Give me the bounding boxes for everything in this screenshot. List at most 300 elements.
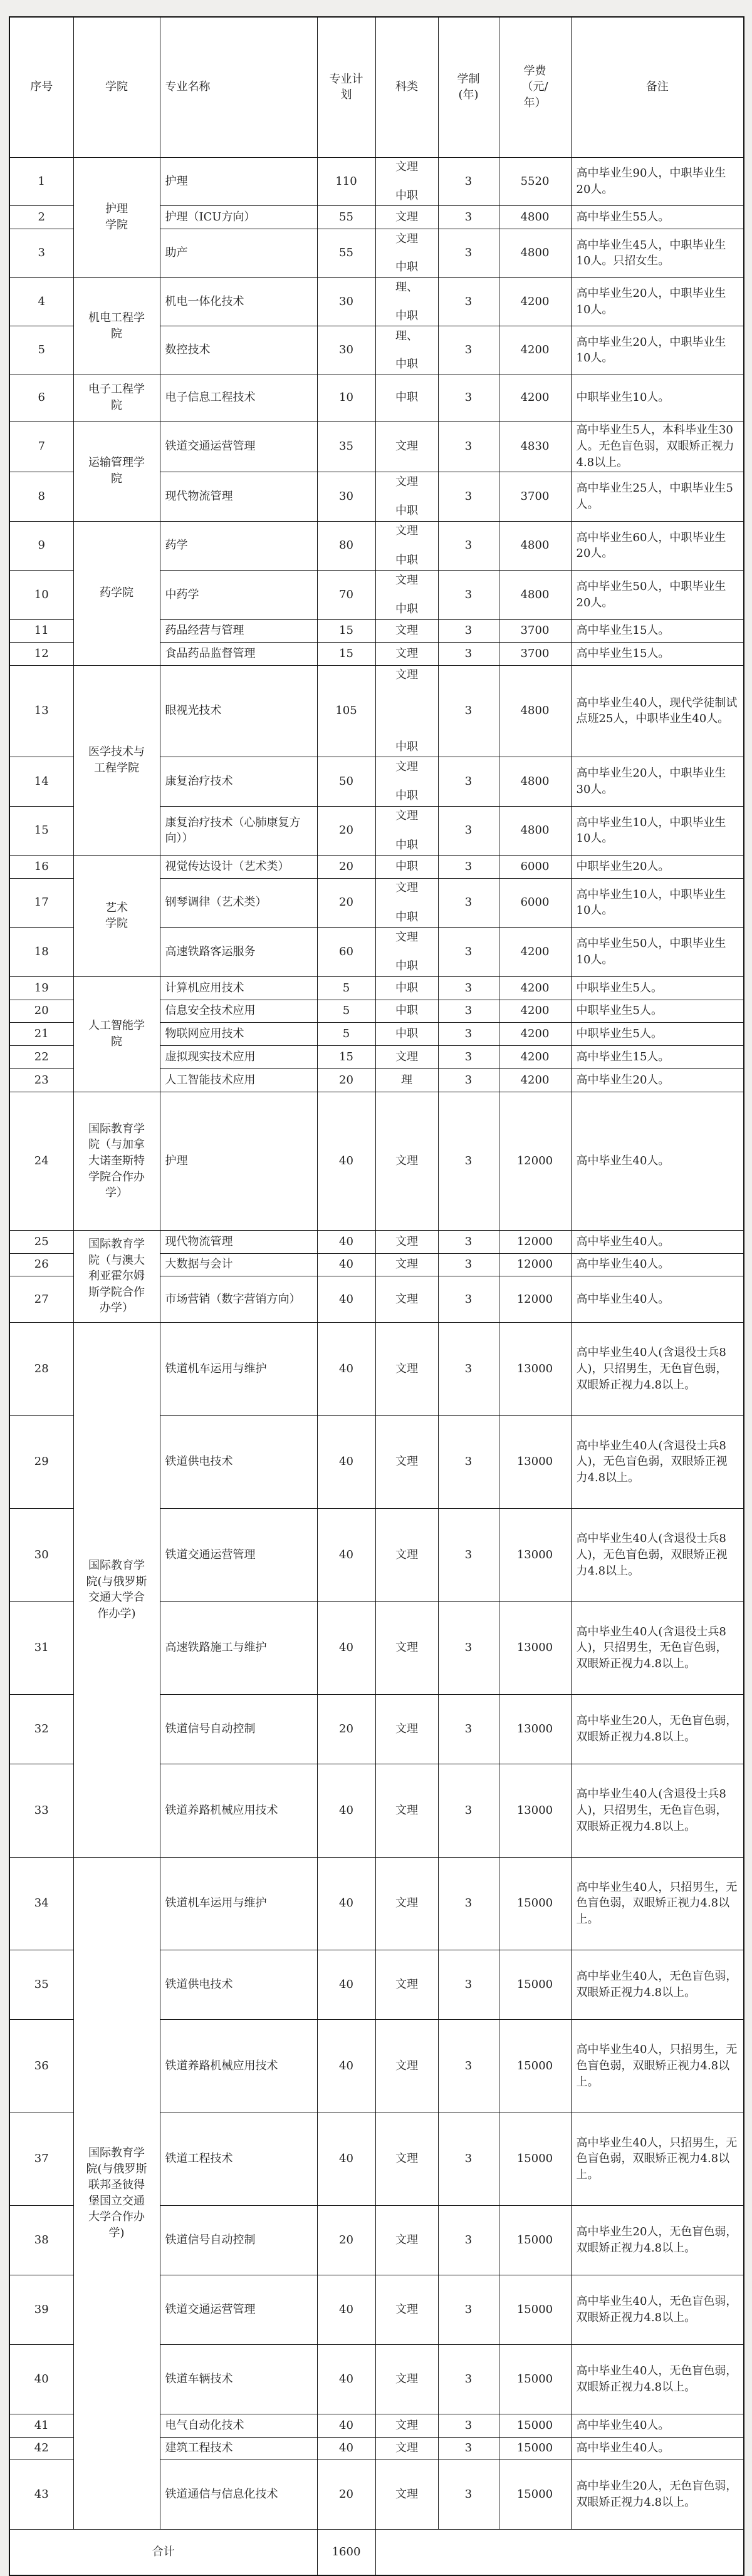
cell-seq: 22 — [9, 1046, 73, 1069]
cell-duration: 3 — [438, 2020, 499, 2113]
cell-plan: 40 — [317, 2437, 375, 2460]
cell-major: 铁道养路机械应用技术 — [160, 1764, 317, 1858]
cell-category — [375, 928, 438, 977]
college-name-line: 利亚霍尔姆 — [88, 1270, 145, 1283]
cell-category: 文理 — [375, 1601, 438, 1695]
cell-category: 文理 — [375, 1764, 438, 1858]
cell-duration: 3 — [438, 571, 499, 620]
cell-duration: 3 — [438, 229, 499, 278]
college-name-line: 学院 — [105, 219, 128, 232]
college-name-line: 院(与俄罗斯 — [86, 1575, 147, 1588]
cell-seq: 2 — [9, 206, 73, 229]
category-stack — [381, 759, 433, 805]
cell-seq: 10 — [9, 571, 73, 620]
cell-major: 铁道机车运用与维护 — [160, 1857, 317, 1950]
cell-category: 文理 — [375, 1092, 438, 1231]
category-stack — [381, 279, 433, 324]
cell-tuition: 4830 — [499, 421, 571, 472]
category-value: 理、 — [395, 329, 418, 343]
cell-seq: 4 — [9, 277, 73, 326]
cell-category: 文理 — [375, 1276, 438, 1323]
table-row — [9, 1323, 744, 1416]
cell-plan: 5 — [317, 976, 375, 1000]
cell-seq: 36 — [9, 2020, 73, 2113]
cell-plan: 50 — [317, 757, 375, 807]
cell-major: 铁道信号自动控制 — [160, 2206, 317, 2275]
cell-college — [73, 665, 160, 856]
cell-tuition: 12000 — [499, 1276, 571, 1323]
header-tuition-line: 学费 — [523, 64, 546, 78]
cell-category — [375, 326, 438, 375]
cell-plan: 70 — [317, 571, 375, 620]
category-value: 中职 — [395, 960, 418, 973]
cell-notes: 高中毕业生40人。 — [571, 1092, 744, 1231]
table-row — [9, 277, 744, 326]
cell-tuition: 4800 — [499, 521, 571, 571]
cell-tuition: 15000 — [499, 2206, 571, 2275]
cell-plan: 40 — [317, 1323, 375, 1416]
cell-major: 数控技术 — [160, 326, 317, 375]
cell-plan: 20 — [317, 2206, 375, 2275]
cell-plan: 30 — [317, 277, 375, 326]
cell-major: 建筑工程技术 — [160, 2437, 317, 2460]
cell-tuition: 15000 — [499, 2275, 571, 2345]
college-name-line: 学) — [108, 2226, 125, 2240]
college-name-line: 大诺奎斯特 — [88, 1154, 145, 1167]
cell-tuition: 13000 — [499, 1323, 571, 1416]
header-duration — [438, 17, 499, 157]
cell-duration: 3 — [438, 2113, 499, 2206]
cell-category: 文理 — [375, 2206, 438, 2275]
cell-college — [73, 277, 160, 375]
cell-category: 文理 — [375, 2275, 438, 2345]
cell-seq: 26 — [9, 1253, 73, 1276]
header-plan-line: 划 — [340, 88, 352, 102]
cell-category: 中职 — [375, 976, 438, 1000]
cell-category: 文理 — [375, 619, 438, 643]
cell-college — [73, 157, 160, 277]
cell-notes: 高中毕业生40人(含退役士兵8人)，无色盲色弱，双眼矫正视力4.8以上。 — [571, 1509, 744, 1602]
category-stack — [381, 572, 433, 618]
category-value: 理、 — [395, 281, 418, 294]
cell-category: 中职 — [375, 375, 438, 421]
cell-major: 铁道供电技术 — [160, 1950, 317, 2020]
cell-college — [73, 856, 160, 977]
cell-seq: 19 — [9, 976, 73, 1000]
cell-tuition: 4200 — [499, 928, 571, 977]
cell-category: 文理 — [375, 1231, 438, 1254]
college-name-line: 大学合作办 — [88, 2210, 145, 2224]
category-value: 中职 — [395, 358, 418, 371]
cell-major: 市场营销（数字营销方向） — [160, 1276, 317, 1323]
cell-major: 物联网应用技术 — [160, 1023, 317, 1046]
cell-tuition: 13000 — [499, 1415, 571, 1509]
cell-college — [73, 1092, 160, 1231]
cell-tuition: 4200 — [499, 1023, 571, 1046]
cell-category: 文理 — [375, 1415, 438, 1509]
table-row — [9, 521, 744, 571]
cell-seq: 42 — [9, 2437, 73, 2460]
cell-category: 文理 — [375, 206, 438, 229]
category-value: 文理 — [395, 668, 418, 681]
category-value: 中职 — [395, 504, 418, 518]
header-major: 专业名称 — [160, 17, 317, 157]
cell-tuition: 4200 — [499, 1046, 571, 1069]
header-plan — [317, 17, 375, 157]
cell-duration: 3 — [438, 157, 499, 206]
table-row — [9, 157, 744, 206]
cell-major: 铁道养路机械应用技术 — [160, 2020, 317, 2113]
cell-seq: 40 — [9, 2345, 73, 2414]
cell-plan: 40 — [317, 1231, 375, 1254]
cell-plan: 40 — [317, 1857, 375, 1950]
cell-seq: 32 — [9, 1695, 73, 1764]
cell-notes: 高中毕业生50人，中职毕业生20人。 — [571, 571, 744, 620]
cell-major: 食品药品监督管理 — [160, 643, 317, 666]
cell-notes: 高中毕业生20人，中职毕业生10人。 — [571, 277, 744, 326]
cell-notes: 高中毕业生40人。 — [571, 2437, 744, 2460]
cell-duration: 3 — [438, 1092, 499, 1231]
cell-tuition: 13000 — [499, 1509, 571, 1602]
cell-duration: 3 — [438, 2206, 499, 2275]
category-stack — [381, 667, 433, 755]
cell-seq: 43 — [9, 2460, 73, 2530]
cell-duration: 3 — [438, 757, 499, 807]
category-stack — [381, 808, 433, 854]
header-category: 科类 — [375, 17, 438, 157]
cell-college — [73, 521, 160, 665]
cell-notes: 中职毕业生10人。 — [571, 375, 744, 421]
cell-duration: 3 — [438, 1323, 499, 1416]
cell-major: 护理（ICU方向） — [160, 206, 317, 229]
cell-plan: 40 — [317, 1276, 375, 1323]
category-stack — [381, 523, 433, 569]
cell-tuition: 15000 — [499, 2414, 571, 2438]
cell-notes: 高中毕业生45人，中职毕业生10人。只招女生。 — [571, 229, 744, 278]
cell-tuition: 6000 — [499, 856, 571, 879]
cell-duration: 3 — [438, 277, 499, 326]
cell-plan: 40 — [317, 2275, 375, 2345]
table-row — [9, 421, 744, 472]
cell-category: 文理 — [375, 2460, 438, 2530]
category-value: 文理 — [395, 232, 418, 246]
cell-category: 文理 — [375, 1950, 438, 2020]
cell-duration: 3 — [438, 1023, 499, 1046]
cell-plan: 40 — [317, 1601, 375, 1695]
cell-notes: 高中毕业生40人。 — [571, 1231, 744, 1254]
college-name-line: 运输管理学 — [88, 456, 145, 470]
cell-tuition: 15000 — [499, 2345, 571, 2414]
cell-seq: 12 — [9, 643, 73, 666]
cell-major: 护理 — [160, 157, 317, 206]
cell-tuition: 4200 — [499, 375, 571, 421]
cell-college — [73, 375, 160, 421]
cell-category — [375, 277, 438, 326]
cell-duration: 3 — [438, 1046, 499, 1069]
cell-category — [375, 472, 438, 522]
cell-duration: 3 — [438, 421, 499, 472]
cell-category — [375, 229, 438, 278]
college-name-line: 作办学) — [97, 1606, 136, 1620]
cell-category: 文理 — [375, 643, 438, 666]
cell-notes: 高中毕业生15人。 — [571, 1046, 744, 1069]
cell-tuition: 15000 — [499, 2113, 571, 2206]
cell-seq: 39 — [9, 2275, 73, 2345]
college-name-line: 国际教育学 — [88, 2146, 145, 2160]
category-value: 中职 — [395, 789, 418, 803]
cell-notes: 中职毕业生5人。 — [571, 1023, 744, 1046]
cell-category: 中职 — [375, 856, 438, 879]
college-name-line: 国际教育学 — [88, 1559, 145, 1573]
cell-notes: 高中毕业生40人(含退役士兵8人)，只招男生，无色盲色弱，双眼矫正视力4.8以上。 — [571, 1323, 744, 1416]
cell-duration: 3 — [438, 619, 499, 643]
cell-duration: 3 — [438, 1068, 499, 1092]
cell-duration: 3 — [438, 1764, 499, 1858]
cell-duration: 3 — [438, 326, 499, 375]
cell-seq: 24 — [9, 1092, 73, 1231]
cell-tuition: 15000 — [499, 2460, 571, 2530]
cell-notes: 高中毕业生40人，无色盲色弱，双眼矫正视力4.8以上。 — [571, 2345, 744, 2414]
cell-tuition: 15000 — [499, 2437, 571, 2460]
cell-major: 电子信息工程技术 — [160, 375, 317, 421]
cell-notes: 高中毕业生40人。 — [571, 1253, 744, 1276]
cell-tuition: 12000 — [499, 1231, 571, 1254]
cell-category: 文理 — [375, 1323, 438, 1416]
cell-tuition: 4800 — [499, 229, 571, 278]
header-duration-line: 学制 — [457, 72, 480, 86]
category-stack — [381, 159, 433, 204]
cell-plan: 60 — [317, 928, 375, 977]
cell-duration: 3 — [438, 2460, 499, 2530]
cell-seq: 28 — [9, 1323, 73, 1416]
college-name-line: 机电工程学 — [88, 311, 145, 324]
total-label: 合计 — [9, 2530, 317, 2576]
table-row — [9, 1092, 744, 1231]
cell-category: 文理 — [375, 1253, 438, 1276]
cell-plan: 30 — [317, 326, 375, 375]
cell-seq: 21 — [9, 1023, 73, 1046]
cell-seq: 9 — [9, 521, 73, 571]
category-value: 中职 — [395, 910, 418, 924]
category-value: 文理 — [395, 760, 418, 773]
category-value: 文理 — [395, 881, 418, 894]
cell-plan: 20 — [317, 878, 375, 928]
cell-major: 铁道工程技术 — [160, 2113, 317, 2206]
cell-college — [73, 976, 160, 1092]
college-name-line: 院 — [111, 472, 122, 485]
cell-major: 铁道供电技术 — [160, 1415, 317, 1509]
cell-tuition: 13000 — [499, 1601, 571, 1695]
college-name-line: 斯学院合作 — [88, 1285, 145, 1299]
cell-seq: 30 — [9, 1509, 73, 1602]
cell-major: 虚拟现实技术应用 — [160, 1046, 317, 1069]
cell-category: 文理 — [375, 2414, 438, 2438]
cell-tuition: 15000 — [499, 2020, 571, 2113]
cell-duration: 3 — [438, 1276, 499, 1323]
cell-seq: 17 — [9, 878, 73, 928]
cell-tuition: 4200 — [499, 326, 571, 375]
cell-category: 理 — [375, 1068, 438, 1092]
cell-notes: 高中毕业生25人，中职毕业生5人。 — [571, 472, 744, 522]
cell-tuition: 5520 — [499, 157, 571, 206]
cell-seq: 20 — [9, 1000, 73, 1023]
cell-major: 机电一体化技术 — [160, 277, 317, 326]
category-value: 文理 — [395, 524, 418, 537]
cell-tuition: 4800 — [499, 571, 571, 620]
cell-seq: 13 — [9, 665, 73, 757]
cell-seq: 18 — [9, 928, 73, 977]
cell-plan: 40 — [317, 1253, 375, 1276]
category-value: 中职 — [395, 740, 418, 753]
category-stack — [381, 328, 433, 373]
cell-plan: 20 — [317, 1695, 375, 1764]
cell-major: 康复治疗技术（心肺康复方向）） — [160, 806, 317, 856]
cell-tuition: 4800 — [499, 665, 571, 757]
cell-category: 文理 — [375, 1695, 438, 1764]
cell-category: 文理 — [375, 1046, 438, 1069]
total-empty — [375, 2530, 744, 2576]
cell-tuition: 6000 — [499, 878, 571, 928]
college-name-line: 学院合作办 — [88, 1170, 145, 1184]
cell-notes: 高中毕业生20人。 — [571, 1068, 744, 1092]
cell-plan: 40 — [317, 2414, 375, 2438]
cell-notes: 高中毕业生40人，现代学徒制试点班25人，中职毕业生40人。 — [571, 665, 744, 757]
cell-college — [73, 1323, 160, 1858]
cell-plan: 15 — [317, 619, 375, 643]
category-value: 中职 — [395, 309, 418, 323]
cell-major: 铁道交通运营管理 — [160, 1509, 317, 1602]
cell-notes: 高中毕业生40人，无色盲色弱，双眼矫正视力4.8以上。 — [571, 2275, 744, 2345]
cell-tuition: 4200 — [499, 277, 571, 326]
cell-duration: 3 — [438, 806, 499, 856]
table-row — [9, 856, 744, 879]
cell-major: 铁道车辆技术 — [160, 2345, 317, 2414]
cell-major: 钢琴调律（艺术类） — [160, 878, 317, 928]
cell-notes: 高中毕业生20人，无色盲色弱，双眼矫正视力4.8以上。 — [571, 1695, 744, 1764]
header-college: 学院 — [73, 17, 160, 157]
cell-major: 护理 — [160, 1092, 317, 1231]
college-name-line: 电子工程学 — [88, 383, 145, 396]
cell-plan: 110 — [317, 157, 375, 206]
cell-plan: 5 — [317, 1000, 375, 1023]
table-row — [9, 665, 744, 757]
college-name-line: 国际教育学 — [88, 1238, 145, 1251]
college-name-line: 院 — [111, 327, 122, 341]
cell-category — [375, 665, 438, 757]
cell-category: 文理 — [375, 2345, 438, 2414]
cell-seq: 14 — [9, 757, 73, 807]
header-tuition-line: 年） — [523, 96, 546, 110]
cell-duration: 3 — [438, 2414, 499, 2438]
enrollment-plan-table — [9, 16, 744, 2576]
header-plan-line: 专业计 — [329, 72, 363, 86]
cell-seq: 5 — [9, 326, 73, 375]
category-stack — [381, 231, 433, 276]
cell-notes: 高中毕业生10人，中职毕业生10人。 — [571, 878, 744, 928]
cell-tuition: 12000 — [499, 1092, 571, 1231]
cell-seq: 25 — [9, 1231, 73, 1254]
table-body — [9, 157, 744, 2530]
cell-major: 视觉传达设计（艺术类） — [160, 856, 317, 879]
cell-plan: 5 — [317, 1023, 375, 1046]
cell-notes: 高中毕业生40人(含退役士兵8人)，只招男生，无色盲色弱，双眼矫正视力4.8以上。 — [571, 1601, 744, 1695]
cell-duration: 3 — [438, 1695, 499, 1764]
cell-category: 文理 — [375, 1857, 438, 1950]
category-value: 文理 — [395, 475, 418, 489]
cell-category: 文理 — [375, 421, 438, 472]
cell-major: 现代物流管理 — [160, 472, 317, 522]
cell-seq: 31 — [9, 1601, 73, 1695]
college-name-line: 联邦圣彼得 — [88, 2178, 145, 2192]
cell-notes: 高中毕业生40人，无色盲色弱，双眼矫正视力4.8以上。 — [571, 1950, 744, 2020]
cell-category — [375, 806, 438, 856]
cell-duration: 3 — [438, 2275, 499, 2345]
cell-major: 计算机应用技术 — [160, 976, 317, 1000]
cell-tuition: 15000 — [499, 1857, 571, 1950]
cell-duration: 3 — [438, 2437, 499, 2460]
cell-notes: 高中毕业生40人，只招男生，无色盲色弱，双眼矫正视力4.8以上。 — [571, 2020, 744, 2113]
cell-notes: 高中毕业生15人。 — [571, 643, 744, 666]
cell-duration: 3 — [438, 521, 499, 571]
cell-major: 中药学 — [160, 571, 317, 620]
cell-plan: 30 — [317, 472, 375, 522]
cell-plan: 20 — [317, 856, 375, 879]
cell-plan: 105 — [317, 665, 375, 757]
cell-duration: 3 — [438, 1950, 499, 2020]
cell-plan: 40 — [317, 1415, 375, 1509]
cell-duration: 3 — [438, 878, 499, 928]
cell-plan: 40 — [317, 1092, 375, 1231]
cell-seq: 8 — [9, 472, 73, 522]
cell-notes: 中职毕业生5人。 — [571, 1000, 744, 1023]
cell-major: 信息安全技术应用 — [160, 1000, 317, 1023]
cell-major: 药学 — [160, 521, 317, 571]
cell-category — [375, 571, 438, 620]
cell-plan: 15 — [317, 643, 375, 666]
cell-category — [375, 521, 438, 571]
college-name-line: 学） — [105, 1186, 128, 1200]
college-name-line: 医学技术与 — [88, 745, 145, 759]
cell-category: 文理 — [375, 2113, 438, 2206]
college-name-line: 院 — [111, 1035, 122, 1048]
cell-category: 中职 — [375, 1000, 438, 1023]
cell-plan: 35 — [317, 421, 375, 472]
cell-notes: 高中毕业生5人，本科毕业生30人。无色盲色弱，双眼矫正视力4.8以上。 — [571, 421, 744, 472]
cell-notes: 高中毕业生40人，只招男生，无色盲色弱，双眼矫正视力4.8以上。 — [571, 1857, 744, 1950]
college-name-line: 交通大学合 — [88, 1591, 145, 1605]
header-duration-line: (年) — [458, 88, 479, 102]
cell-notes: 高中毕业生40人(含退役士兵8人)，只招男生，无色盲色弱，双眼矫正视力4.8以上。 — [571, 1764, 744, 1858]
category-value: 文理 — [395, 573, 418, 587]
college-name-line: 护理 — [105, 202, 128, 216]
cell-duration: 3 — [438, 206, 499, 229]
cell-plan: 55 — [317, 229, 375, 278]
cell-duration: 3 — [438, 472, 499, 522]
category-stack — [381, 929, 433, 975]
cell-plan: 55 — [317, 206, 375, 229]
cell-plan: 40 — [317, 1764, 375, 1858]
cell-tuition: 4200 — [499, 1000, 571, 1023]
cell-plan: 40 — [317, 1950, 375, 2020]
cell-category — [375, 757, 438, 807]
cell-duration: 3 — [438, 1231, 499, 1254]
cell-seq: 29 — [9, 1415, 73, 1509]
cell-notes: 高中毕业生90人，中职毕业生20人。 — [571, 157, 744, 206]
cell-tuition: 15000 — [499, 1950, 571, 2020]
college-name-line: 工程学院 — [94, 761, 139, 775]
cell-notes: 高中毕业生40人。 — [571, 1276, 744, 1323]
cell-tuition: 4200 — [499, 976, 571, 1000]
